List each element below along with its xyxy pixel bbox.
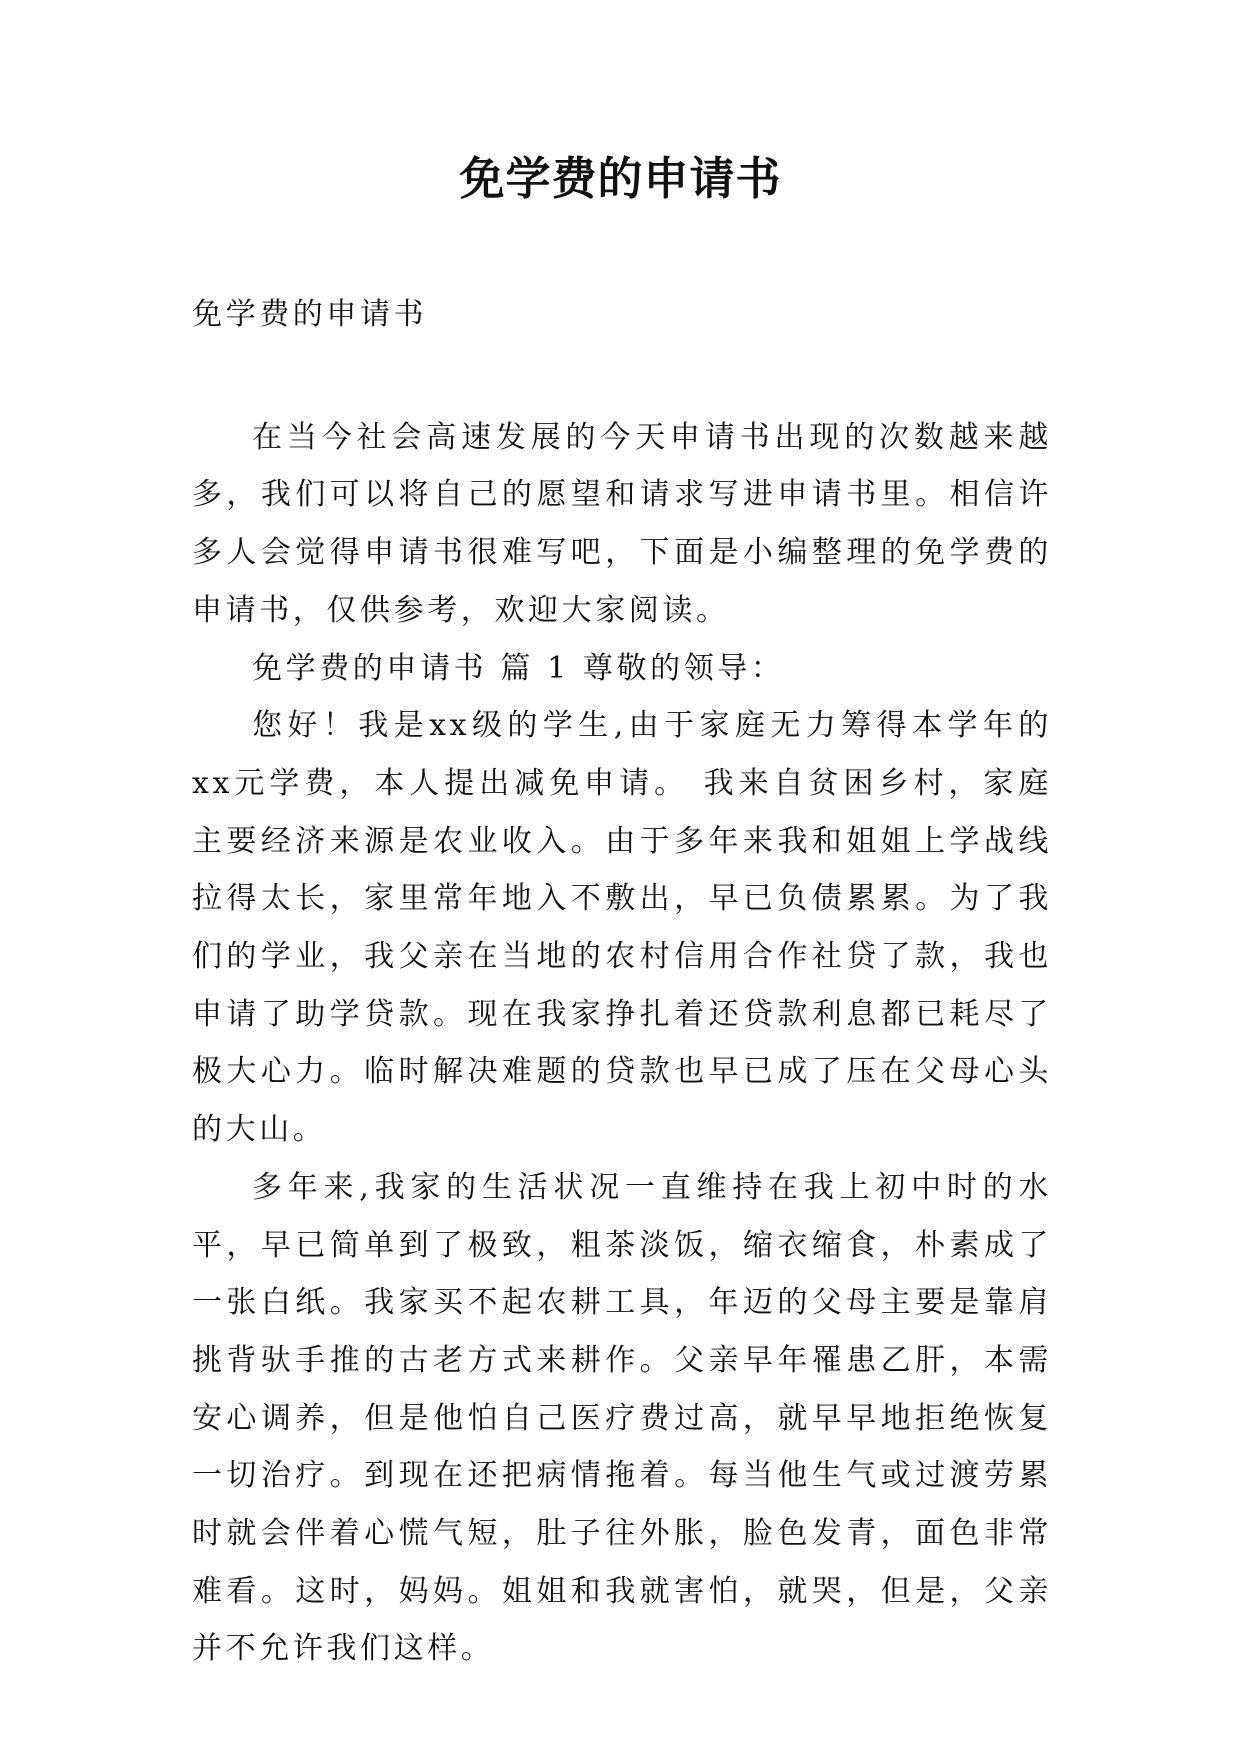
paragraph-body-1: 您好！我是xx级的学生,由于家庭无力筹得本学年的xx元学费，本人提出减免申请。 我来自贫困乡村，家庭主要经济来源是农业收入。由于多年来我和姐姐上学战线拉得太长，家里常年地入不敷出，早已负债累累。为了我们的学业，我父亲在当地的农村信用合作社贷了款，我也申请了助学贷款。现在我家挣扎着还贷款利息都已耗尽了极大心力。临时解决难题的贷款也早已成了压在父母心头的大山。 bbox=[192, 708, 1052, 1148]
document-subtitle: 免学费的申请书 bbox=[192, 297, 428, 332]
paragraph-intro: 在当今社会高速发展的今天申请书出现的次数越来越多，我们可以将自己的愿望和请求写进申请书里。相信许多人会觉得申请书很难写吧，下面是小编整理的免学费的申请书，仅供参考，欢迎大家阅读。 bbox=[192, 419, 1052, 628]
document-body bbox=[192, 286, 1052, 1678]
document-title: 免学费的申请书 bbox=[459, 152, 782, 205]
paragraph-body-2: 多年来,我家的生活状况一直维持在我上初中时的水平，早已简单到了极致，粗茶淡饭，缩衣缩食，朴素成了一张白纸。我家买不起农耕工具，年迈的父母主要是靠肩挑背驮手推的古老方式来耕作。父亲早年罹患乙肝，本需安心调养，但是他怕自己医疗费过高，就早早地拒绝恢复一切治疗。到现在还把病情拖着。每当他生气或过渡劳累时就会伴着心慌气短，肚子往外胀，脸色发青，面色非常难看。这时，妈妈。姐姐和我就害怕，就哭，但是，父亲并不允许我们这样。 bbox=[192, 1169, 1052, 1667]
paragraph-heading: 免学费的申请书 篇 1 尊敬的领导： bbox=[252, 650, 785, 686]
